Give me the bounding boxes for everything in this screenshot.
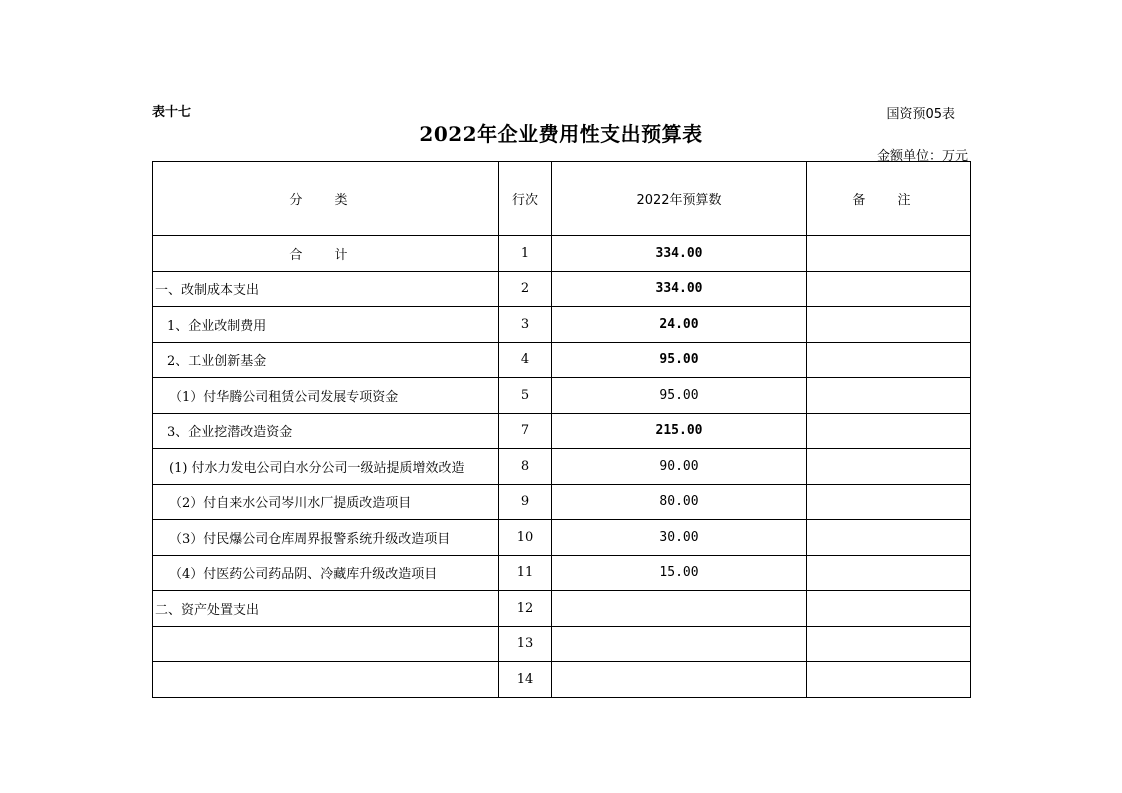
- line-number-cell: 4: [499, 342, 552, 378]
- table-row: [153, 342, 971, 378]
- category-cell: 1、企业改制费用: [153, 307, 499, 343]
- table-row: [153, 555, 971, 591]
- category-cell: [153, 626, 499, 662]
- amount-unit: 金额单位：万元: [876, 149, 968, 164]
- line-number-cell: 5: [499, 378, 552, 414]
- budget-amount-cell: 334.00: [552, 271, 807, 307]
- line-number-cell: 3: [499, 307, 552, 343]
- column-header-budget: 2022年预算数: [552, 162, 807, 236]
- budget-amount-cell: 90.00: [552, 449, 807, 485]
- budget-amount-cell: 80.00: [552, 484, 807, 520]
- budget-table: [152, 161, 971, 698]
- table-row: [153, 271, 971, 307]
- table-row: [153, 378, 971, 414]
- category-cell: 3、企业挖潜改造资金: [153, 413, 499, 449]
- note-cell: [807, 662, 971, 698]
- line-number-cell: 1: [499, 236, 552, 272]
- table-row: [153, 413, 971, 449]
- table-header-row: [153, 162, 971, 236]
- budget-amount-cell: 15.00: [552, 555, 807, 591]
- budget-amount-cell: [552, 591, 807, 627]
- note-cell: [807, 413, 971, 449]
- note-cell: [807, 520, 971, 556]
- line-number-cell: 9: [499, 484, 552, 520]
- budget-amount-cell: [552, 626, 807, 662]
- category-cell: 二、资产处置支出: [153, 591, 499, 627]
- note-cell: [807, 591, 971, 627]
- category-cell: 2、工业创新基金: [153, 342, 499, 378]
- table-row: [153, 662, 971, 698]
- line-number-cell: 14: [499, 662, 552, 698]
- column-header-line: 行次: [499, 162, 552, 236]
- line-number-cell: 8: [499, 449, 552, 485]
- table-row: [153, 591, 971, 627]
- note-cell: [807, 342, 971, 378]
- note-cell: [807, 236, 971, 272]
- budget-amount-cell: 95.00: [552, 342, 807, 378]
- line-number-cell: 7: [499, 413, 552, 449]
- budget-amount-cell: 334.00: [552, 236, 807, 272]
- note-cell: [807, 449, 971, 485]
- category-cell: 合 计: [153, 236, 499, 272]
- line-number-cell: 10: [499, 520, 552, 556]
- line-number-cell: 2: [499, 271, 552, 307]
- note-cell: [807, 271, 971, 307]
- note-cell: [807, 626, 971, 662]
- category-cell: (1) 付水力发电公司白水分公司一级站提质增效改造: [153, 449, 499, 485]
- sheet-code: 表十七: [152, 105, 192, 120]
- line-number-cell: 12: [499, 591, 552, 627]
- category-cell: （3）付民爆公司仓库周界报警系统升级改造项目: [153, 520, 499, 556]
- table-row: [153, 236, 971, 272]
- budget-amount-cell: 30.00: [552, 520, 807, 556]
- page-title: 2022年企业费用性支出预算表: [419, 122, 703, 146]
- line-number-cell: 13: [499, 626, 552, 662]
- category-cell: （2）付自来水公司岑川水厂提质改造项目: [153, 484, 499, 520]
- line-number-cell: 11: [499, 555, 552, 591]
- budget-amount-cell: [552, 662, 807, 698]
- note-cell: [807, 307, 971, 343]
- category-cell: （1）付华腾公司租赁公司发展专项资金: [153, 378, 499, 414]
- budget-amount-cell: 95.00: [552, 378, 807, 414]
- category-cell: 一、改制成本支出: [153, 271, 499, 307]
- form-code: 国资预05表: [886, 107, 955, 122]
- table-row: [153, 520, 971, 556]
- note-cell: [807, 378, 971, 414]
- budget-amount-cell: 24.00: [552, 307, 807, 343]
- category-cell: [153, 662, 499, 698]
- table-row: [153, 626, 971, 662]
- column-header-category: 分 类: [153, 162, 499, 236]
- table-row: [153, 484, 971, 520]
- table-row: [153, 307, 971, 343]
- table-row: [153, 449, 971, 485]
- category-cell: （4）付医药公司药品阴、冷藏库升级改造项目: [153, 555, 499, 591]
- budget-amount-cell: 215.00: [552, 413, 807, 449]
- column-header-note: 备 注: [807, 162, 971, 236]
- note-cell: [807, 484, 971, 520]
- note-cell: [807, 555, 971, 591]
